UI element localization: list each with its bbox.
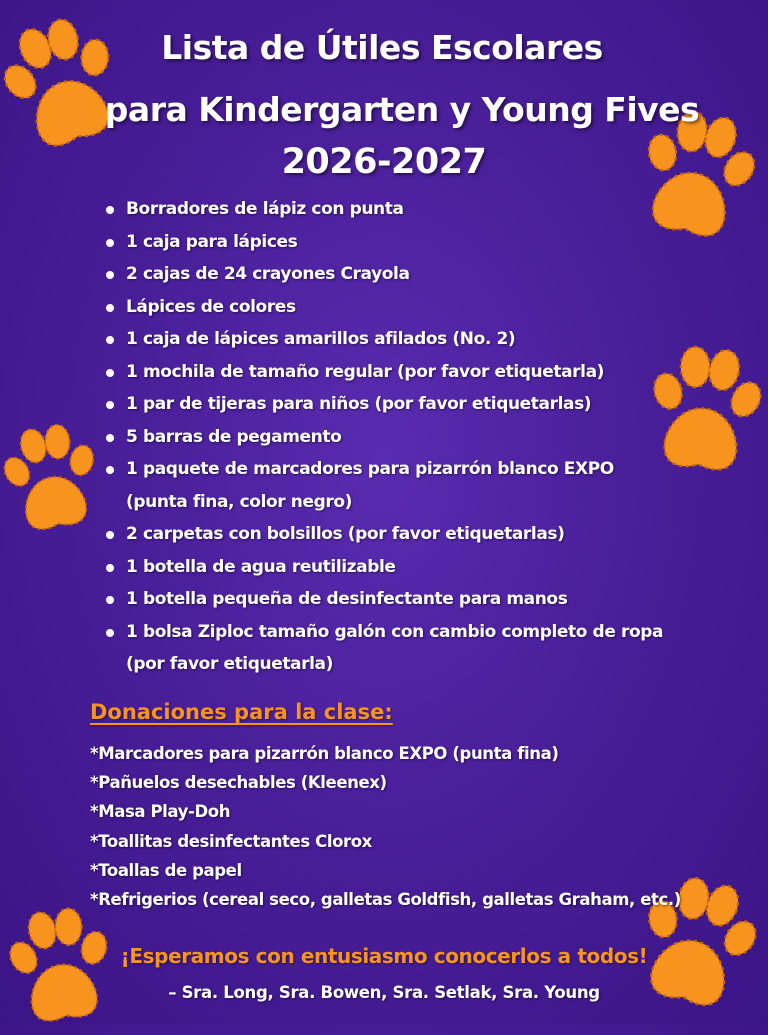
list-item: *Toallitas desinfectantes Clorox xyxy=(90,831,372,851)
list-item xyxy=(100,616,680,681)
closing-message: ¡Esperamos con entusiasmo conocerlos a todos! xyxy=(120,944,648,968)
list-item: *Toallas de papel xyxy=(90,860,242,880)
page-subtitle: para Kindergarten y Young Fives xyxy=(104,90,700,129)
list-item: 1 botella de agua reutilizable xyxy=(100,551,680,584)
list-item: 5 barras de pegamento xyxy=(100,421,680,454)
list-item: *Masa Play-Doh xyxy=(90,802,231,822)
school-year: 2026-2027 xyxy=(281,142,487,182)
list-item xyxy=(100,453,680,518)
list-item-line: 1 paquete de marcadores para pizarrón blanco EXPO xyxy=(126,459,614,479)
list-item-line: (por favor etiquetarla) xyxy=(126,654,333,674)
list-item: 1 mochila de tamaño regular (por favor etiquetarla) xyxy=(100,356,680,389)
list-item: 1 caja para lápices xyxy=(100,226,680,259)
list-item: Lápices de colores xyxy=(100,291,680,324)
list-item-line: 1 bolsa Ziploc tamaño galón con cambio completo de ropa xyxy=(126,621,664,642)
donations-list xyxy=(90,739,690,914)
list-item: *Refrigerios (cereal seco, galletas Goldfish, galletas Graham, etc.) xyxy=(90,890,681,910)
paw-print-icon xyxy=(0,903,119,1034)
list-item-line: (punta fina, color negro) xyxy=(126,491,353,512)
supply-list xyxy=(100,193,680,681)
list-item: *Marcadores para pizarrón blanco EXPO (punta fina) xyxy=(90,744,559,763)
list-item: 1 par de tijeras para niños (por favor etiquetarlas) xyxy=(100,388,680,421)
page-title: Lista de Útiles Escolares xyxy=(161,28,603,67)
list-item: 2 cajas de 24 crayones Crayola xyxy=(100,258,680,291)
list-item: 1 botella pequeña de desinfectante para manos xyxy=(100,583,680,616)
paw-print-icon xyxy=(0,419,107,544)
list-item: Borradores de lápiz con punta xyxy=(100,193,680,226)
list-item: 2 carpetas con bolsillos (por favor etiquetarlas) xyxy=(100,518,680,551)
list-item: 1 caja de lápices amarillos afilados (No. 2) xyxy=(100,323,680,356)
signature: – Sra. Long, Sra. Bowen, Sra. Setlak, Sra. Young xyxy=(168,983,600,1002)
list-item: *Pañuelos desechables (Kleenex) xyxy=(90,773,387,793)
donations-heading: Donaciones para la clase: xyxy=(90,700,393,724)
